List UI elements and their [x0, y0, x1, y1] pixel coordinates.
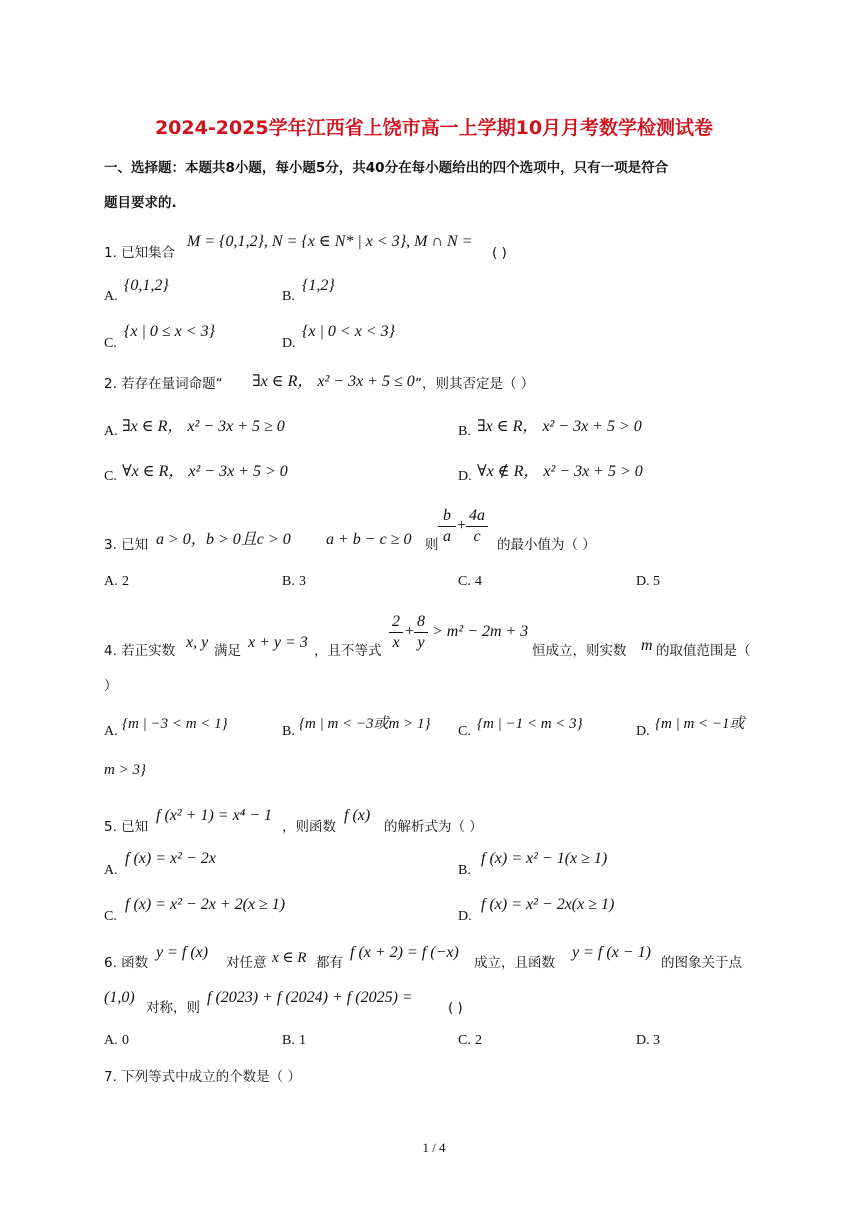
q3-stem-suffix: 的最小值为（ ） [497, 537, 596, 553]
q1-option-a: {0,1,2} [124, 277, 169, 294]
q2-option-a: ∃x ∈ R， x² − 3x + 5 ≥ 0 [122, 418, 285, 435]
q5-mid: ，则函数 [282, 819, 336, 835]
q3-option-d: 5 [653, 574, 660, 589]
q4-ineq-text: ，且不等式 [314, 643, 382, 659]
q3-option-a: 2 [122, 574, 129, 589]
q6-math3: f (x + 2) = f (−x) [350, 944, 459, 961]
q1-option-d-label: D. [282, 336, 296, 351]
q7-stem: 7. 下列等式中成立的个数是（ ） [104, 1069, 301, 1085]
q1-option-b-label: B. [282, 289, 295, 304]
q2-stem-prefix: 2. 若存在量词命题“ [104, 376, 223, 392]
q4-option-d-cont: m > 3} [104, 762, 146, 778]
q4-stem-line2: ） [104, 678, 118, 694]
q5-option-d: f (x) = x² − 2x(x ≥ 1) [481, 896, 615, 913]
q6-option-b: 1 [299, 1033, 306, 1048]
q1-math: M = {0,1,2}, N = {x ∈ N* | x < 3}, M ∩ N = [187, 233, 473, 250]
q6-option-a-label: A. [104, 1033, 118, 1048]
q3-option-c: 4 [475, 574, 482, 589]
q4-option-a: {m | −3 < m < 1} [122, 716, 228, 732]
q3-math3: a + b − c ≥ 0 [326, 531, 412, 548]
q6-t1: 对任意 [226, 955, 267, 971]
q1-stem: 1. 已知集合 [104, 245, 176, 261]
q1-option-a-label: A. [104, 289, 118, 304]
q4-option-b-label: B. [282, 724, 295, 739]
q6-math1: y = f (x) [156, 944, 209, 961]
q4-frac2-denominator: y [417, 634, 425, 651]
q3-frac1-denominator: a [443, 528, 451, 545]
q1-option-d: {x | 0 < x < 3} [302, 323, 395, 340]
q3-option-d-label: D. [636, 574, 650, 589]
q6-paren: ( ) [448, 1000, 463, 1016]
q2-option-a-label: A. [104, 424, 118, 439]
q4-option-b: {m | m < −3或m > 1} [299, 716, 431, 732]
q6-t4: 的图象关于点 [661, 955, 742, 971]
q4-math-m: m [641, 637, 653, 654]
q5-option-c-label: C. [104, 909, 117, 924]
q1-option-b: {1,2} [302, 277, 335, 294]
q4-option-d: {m | m < −1或 [655, 716, 745, 732]
q2-option-b-label: B. [458, 424, 471, 439]
q6-option-c: 2 [475, 1033, 482, 1048]
q5-option-d-label: D. [458, 909, 472, 924]
q2-stem-suffix: ”，则其否定是（ ） [415, 376, 535, 392]
q3-fraction-1 [438, 506, 456, 547]
q5-option-a-label: A. [104, 863, 118, 878]
q5-option-a: f (x) = x² − 2x [125, 850, 216, 867]
q6-math4: y = f (x − 1) [572, 944, 651, 961]
q5-math2: f (x) [344, 807, 371, 824]
q4-stem-suffix: 恒成立，则实数 [532, 643, 627, 659]
q4-plus: + [404, 623, 415, 640]
q6-math5: (1,0) [104, 989, 135, 1006]
q6-option-c-label: C. [458, 1033, 471, 1048]
q6-option-b-label: B. [282, 1033, 295, 1048]
q6-option-a: 0 [122, 1033, 129, 1048]
q5-stem-suffix: 的解析式为（ ） [384, 819, 483, 835]
q4-stem-prefix: 4. 若正实数 [104, 643, 176, 659]
q3-option-a-label: A. [104, 574, 118, 589]
q5-option-b-label: B. [458, 863, 471, 878]
q4-stem-end: 的取值范围是（ [656, 643, 751, 659]
q3-fraction-2 [466, 506, 488, 547]
q3-option-c-label: C. [458, 574, 471, 589]
q3-math1: a > 0， [156, 531, 207, 548]
q4-math-sum: x + y = 3 [248, 634, 308, 651]
q2-option-c-label: C. [104, 469, 117, 484]
q3-frac2-numerator: 4a [466, 506, 488, 527]
q4-frac1-numerator: 2 [389, 612, 403, 633]
q3-option-b-label: B. [282, 574, 295, 589]
q4-math-rhs: > m² − 2m + 3 [432, 623, 529, 640]
q4-fraction-1 [389, 612, 403, 653]
q3-plus: + [456, 517, 467, 534]
section-heading-line2: 题目要求的. [104, 195, 177, 211]
q6-stem-prefix: 6. 函数 [104, 955, 149, 971]
q4-frac2-numerator: 8 [414, 612, 428, 633]
q2-option-b: ∃x ∈ R， x² − 3x + 5 > 0 [477, 418, 642, 435]
q1-paren: ( ) [492, 245, 507, 261]
q3-math2: b > 0且c > 0 [206, 531, 291, 548]
q4-option-a-label: A. [104, 724, 118, 739]
section-heading-line1: 一、选择题：本题共8小题，每小题5分，共40分在每小题给出的四个选项中，只有一项是符合 [104, 160, 669, 176]
q6-t2: 都有 [316, 955, 343, 971]
q2-option-d: ∀x ∉ R， x² − 3x + 5 > 0 [477, 463, 643, 480]
q3-then: 则 [425, 537, 439, 553]
q5-option-b: f (x) = x² − 1(x ≥ 1) [481, 850, 608, 867]
q2-option-d-label: D. [458, 469, 472, 484]
q4-math-xy: x, y [186, 634, 209, 651]
q4-option-c-label: C. [458, 724, 471, 739]
q4-option-d-label: D. [636, 724, 650, 739]
q6-math6: f (2023) + f (2024) + f (2025) = [207, 989, 413, 1006]
q6-t5: 对称，则 [146, 1000, 200, 1016]
page-title: 2024-2025学年江西省上饶市高一上学期10月月考数学检测试卷 [154, 117, 714, 139]
q1-option-c: {x | 0 ≤ x < 3} [124, 323, 215, 340]
page-number: 1 / 4 [422, 1140, 446, 1155]
q6-option-d-label: D. [636, 1033, 650, 1048]
q6-option-d: 3 [653, 1033, 660, 1048]
q3-option-b: 3 [299, 574, 306, 589]
q2-math: ∃x ∈ R， x² − 3x + 5 ≤ 0 [252, 373, 415, 390]
q5-option-c: f (x) = x² − 2x + 2(x ≥ 1) [125, 896, 286, 913]
q3-stem-prefix: 3. 已知 [104, 537, 149, 553]
q6-t3: 成立，且函数 [474, 955, 555, 971]
q3-frac2-denominator: c [473, 528, 481, 545]
q2-option-c: ∀x ∈ R， x² − 3x + 5 > 0 [122, 463, 288, 480]
q4-satisfy: 满足 [214, 643, 241, 659]
q5-stem-prefix: 5. 已知 [104, 819, 149, 835]
q5-math1: f (x² + 1) = x⁴ − 1 [156, 807, 273, 824]
q4-fraction-2 [414, 612, 428, 653]
q4-option-c: {m | −1 < m < 3} [477, 716, 583, 732]
q6-math2: x ∈ R [272, 950, 307, 966]
q4-frac1-denominator: x [392, 634, 400, 651]
q3-frac1-numerator: b [438, 506, 456, 527]
q1-option-c-label: C. [104, 336, 117, 351]
